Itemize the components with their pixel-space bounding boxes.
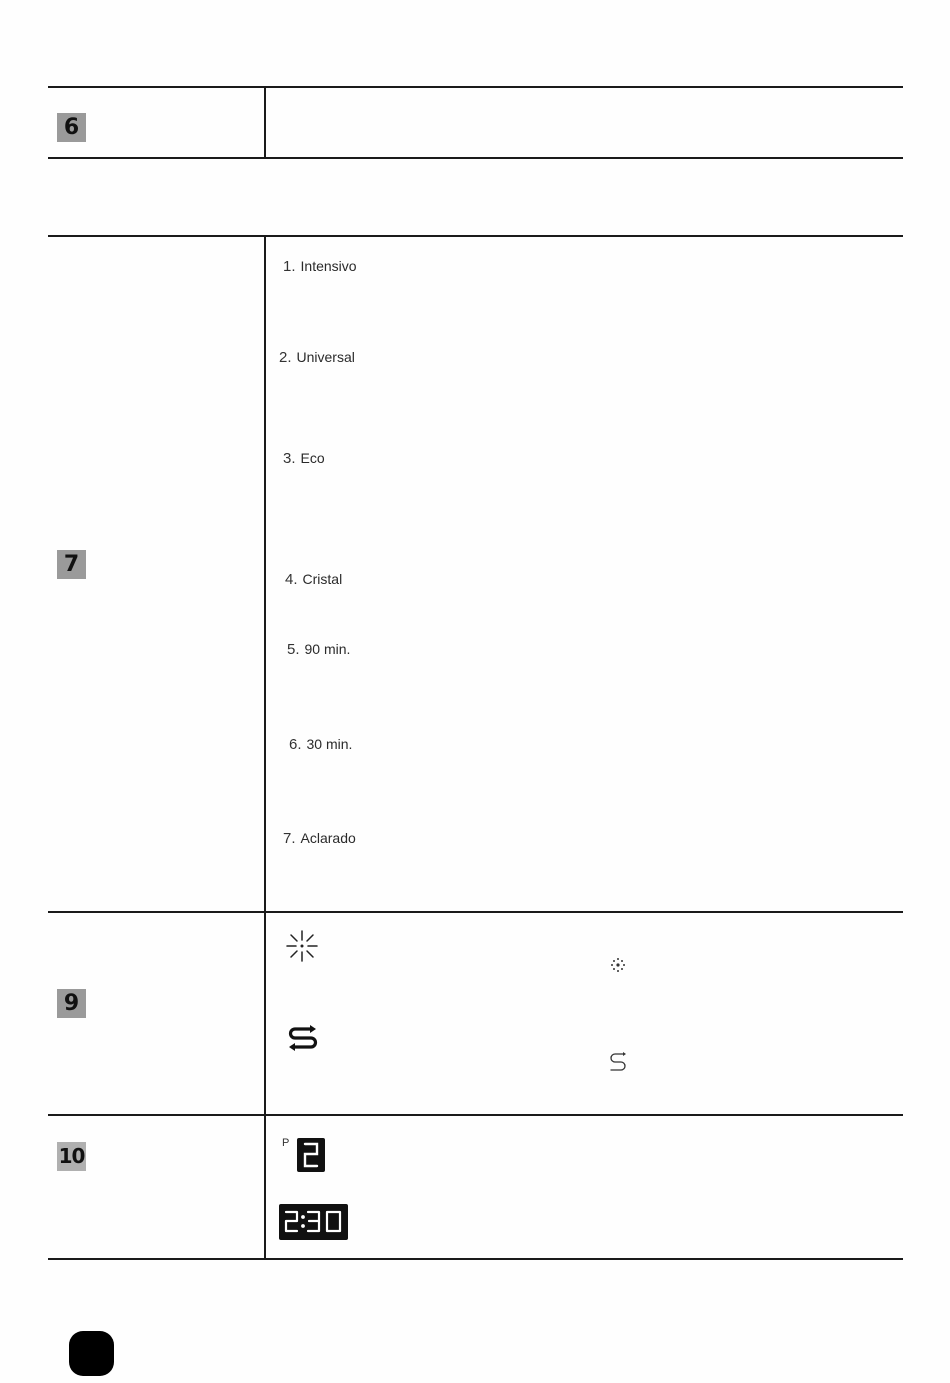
row-badge-9: 9: [57, 989, 86, 1018]
program-digit-display: [297, 1138, 325, 1172]
divider-rows7-10: [264, 237, 266, 1259]
program-number: 6.: [289, 736, 302, 753]
program-name: 90 min.: [304, 641, 351, 657]
rinse-aid-small-icon: [609, 956, 627, 979]
program-item: [285, 571, 342, 588]
divider-row6: [264, 88, 266, 158]
program-item: [287, 641, 350, 658]
program-number: 5.: [287, 641, 300, 658]
program-number: 2.: [279, 349, 292, 366]
row-badge-7: 7: [57, 550, 86, 579]
rule-top-row10: [48, 1114, 903, 1116]
rule-top-row9: [48, 911, 903, 913]
program-item: [283, 258, 357, 275]
rule-bottom-row6: [48, 157, 903, 159]
time-remaining-display: [279, 1204, 348, 1240]
page-number-marker: [69, 1331, 114, 1376]
program-item: [283, 450, 325, 467]
row-badge-10: 10: [57, 1142, 86, 1171]
program-name: Eco: [300, 450, 325, 466]
row-badge-6: 6: [57, 113, 86, 142]
program-name: Universal: [296, 349, 355, 365]
rule-bottom-row10: [48, 1258, 903, 1260]
program-item: [279, 349, 355, 366]
rule-top-row6: [48, 86, 903, 88]
program-name: 30 min.: [306, 736, 353, 752]
program-number: 4.: [285, 571, 298, 588]
program-name: Intensivo: [300, 258, 357, 274]
salt-small-icon: [607, 1050, 629, 1077]
program-prefix-label: P: [282, 1137, 290, 1149]
program-name: Cristal: [302, 571, 343, 587]
program-item: [289, 736, 352, 753]
salt-refill-icon: [286, 1024, 320, 1059]
program-number: 1.: [283, 258, 296, 275]
rule-top-row7: [48, 235, 903, 237]
program-number: 3.: [283, 450, 296, 467]
rinse-aid-sparkle-icon: [284, 928, 320, 969]
program-name: Aclarado: [300, 830, 356, 846]
program-number: 7.: [283, 830, 296, 847]
program-item: [283, 830, 356, 847]
